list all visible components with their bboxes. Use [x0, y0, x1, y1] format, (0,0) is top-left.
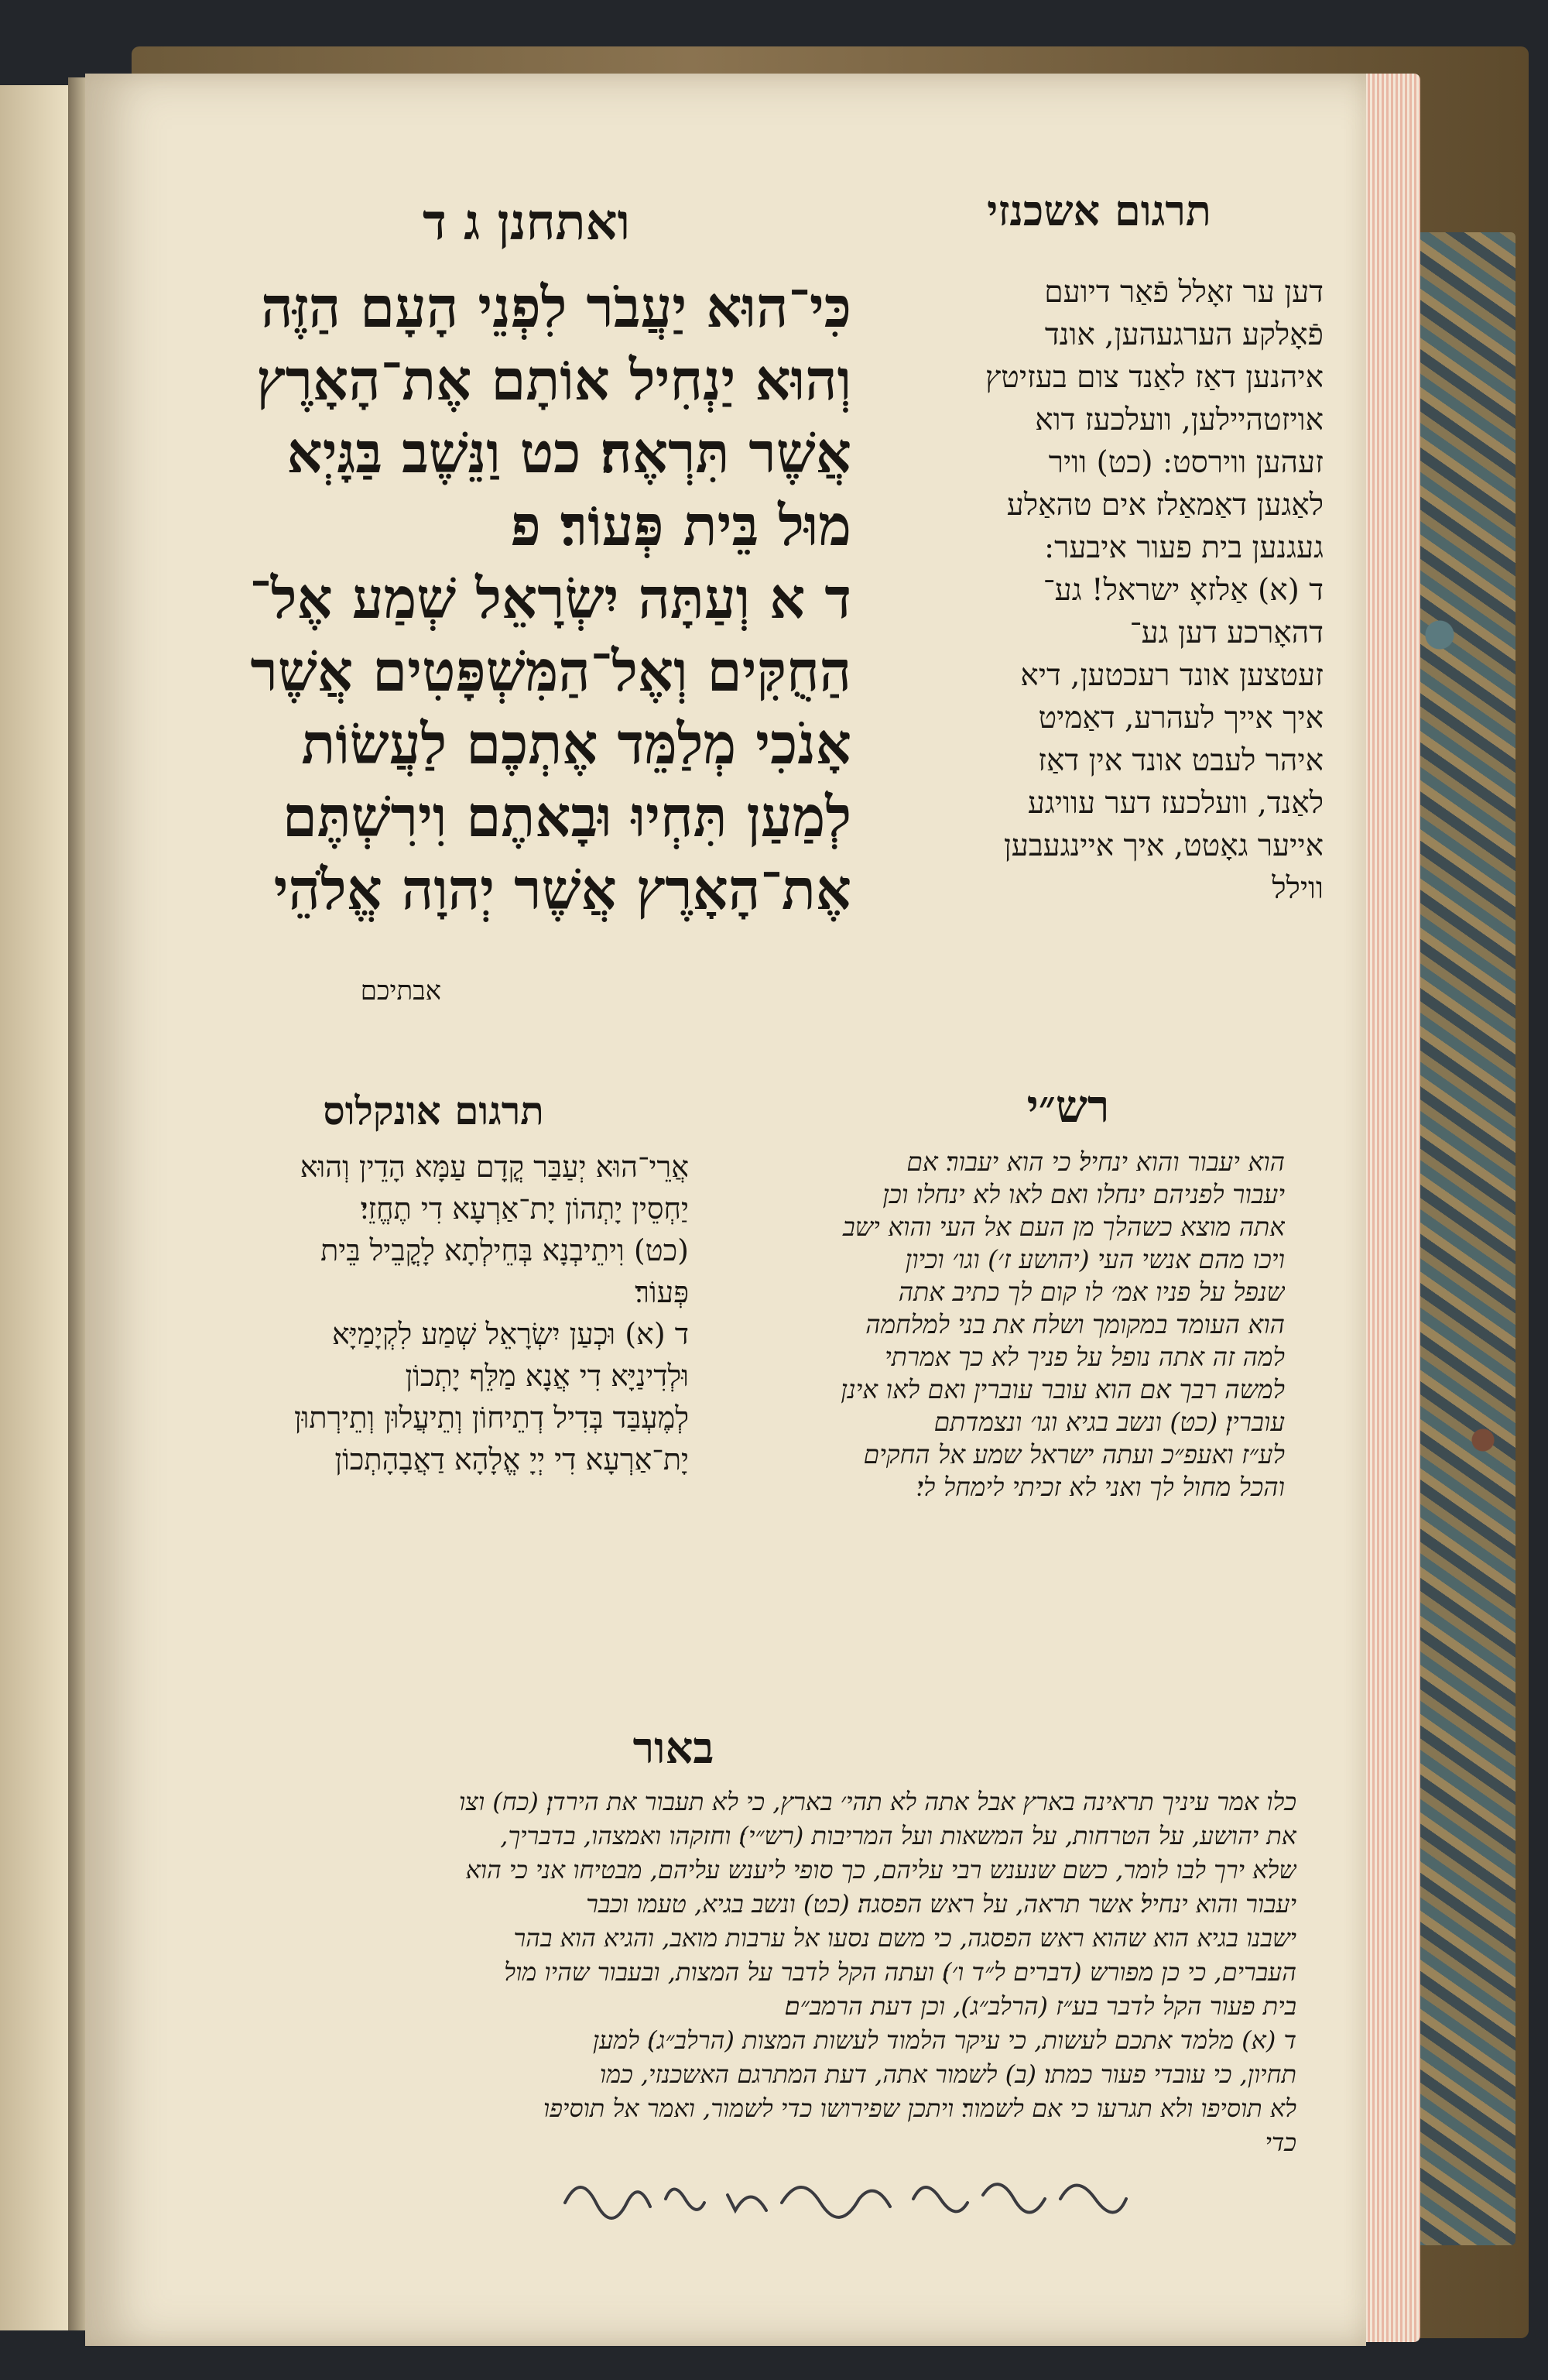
verse-line: וְהוּא יַנְחִיל אוֹתָם אֶת־הָאָרֶץ	[256, 347, 851, 413]
text-line: כלו אמר עיניך תראינה בארץ אבל אתה לא תהי׳ בארץ, כי לא תעבור את הירדן׃ (כח) וצו	[458, 1787, 1296, 1816]
book-page	[85, 74, 1366, 2346]
text-line: ויכו מהם אנשי העי (יהושע ז׳) וגו׳ וכיון	[905, 1244, 1285, 1274]
text-line: זעהען ווירסט: (כט) וויר	[1048, 445, 1324, 480]
text-line: איך אייך לעהרע, דאַמיט	[1038, 701, 1324, 736]
page-edges	[1358, 74, 1420, 2342]
text-line: יָת־אַרְעָא דִי יְיָ אֱלָהָא דַאֲבָהָתְכוֹן	[334, 1442, 689, 1476]
text-line: הוא העומד במקומך ושלח את בני למלחמה	[865, 1309, 1285, 1339]
text-line: ד (א) אַלזאָ ישראל! גע־	[1043, 573, 1324, 608]
onkelos-header: תרגום אונקלוס	[323, 1088, 544, 1133]
targum-ashkenazi-header: תרגום אשכנזי	[987, 186, 1211, 235]
onkelos-text	[132, 1146, 689, 1480]
text-line: למה זה אתה נופל על פניך לא כך אמרתי	[885, 1342, 1285, 1372]
text-line: שלא ירך לבו לומר, כשם שנענש רבי עליהם, כך סופי ליענש עליהם, מבטיחו אני כי הוא	[465, 1855, 1296, 1884]
text-line: אתה מוצא כשהלך מן העם אל העי והוא ישב	[842, 1212, 1285, 1242]
text-line: אויזטהיילען, וועלכעז דוא	[1035, 403, 1324, 437]
text-line: עוברין׃ (כט) ונשב בגיא וגו׳ ונצמדתם	[933, 1407, 1285, 1437]
text-line: לאַגען דאַמאַלז אים טהאַלע	[1006, 488, 1324, 523]
text-line: איהנען דאַז לאַנד צום בעזיטץ	[985, 360, 1324, 395]
verse-line: ד א וְעַתָּה יִשְׂרָאֵל שְׁמַע אֶל־	[249, 565, 851, 631]
text-line: לְמֶעְבַּד בְּדִיל דְתֵיחוֹן וְתֵיעֲלוּן וְתֵירְתוּן	[293, 1401, 689, 1435]
verse-line: אֶת־הָאָרֶץ אֲשֶׁר יְהוָה אֱלֹהֵי	[273, 856, 851, 922]
text-line: ישבנו בגיא הוא שהוא ראש הפסגה, כי משם נסעו אל ערבות מואב, והגיא הוא בהר	[513, 1923, 1296, 1953]
text-line: אייער גאָטט, איך איינגעבען	[1003, 828, 1324, 863]
text-line: (כט) וִיתֵיבְנָא בְּחֵילְתָא לָקֳבֵיל בֵּית	[320, 1233, 689, 1267]
text-line: בית פעור הקל לדבר בע״ז (הרלב״ג), וכן דעת הרמב״ם׃	[784, 1991, 1296, 2021]
text-line: זעטצען אונד רעכטען, דיא	[1020, 658, 1324, 693]
catchword: אבתיכם	[360, 976, 441, 1007]
torah-text-block	[139, 271, 851, 926]
biur-text	[128, 1785, 1296, 2159]
text-line: דען ער זאָלל פֿאַר דיועם	[1044, 275, 1324, 310]
text-line: ד (א) מלמד אתכם לעשות, כי עיקר הלמוד לעשות המצות (הרלב״ג)׃ למען	[592, 2025, 1296, 2055]
text-line: לא תוסיפו ולא תגרעו כי אם לשמור׃ ויתכן שפירושו כדי לשמור, ואמר אל תוסיפו	[543, 2094, 1296, 2123]
text-line: פֿאָלקע הערגעהען, אונד	[1044, 317, 1324, 352]
left-page-edge	[0, 85, 74, 2330]
text-line: שנפל על פניו אמ׳ לו קום לך כתיב אתה	[898, 1277, 1285, 1307]
text-line: יעבור והוא ינחיל׃ אשר תראה, על ראש הפסגה׃ (כט) ונשב בגיא, טעמו וכבר	[586, 1889, 1296, 1919]
biur-header: באור	[632, 1723, 714, 1774]
verse-line: אָנֹכִי מְלַמֵּד אֶתְכֶם לַעֲשׂוֹת	[301, 711, 851, 777]
verse-line: אֲשֶׁר תִּרְאֶה׃ כט וַנֵּשֶׁב בַּגָּיְא	[286, 420, 851, 485]
marbled-cover-edge	[1407, 232, 1515, 2245]
parasha-header: ואתחנן ג ד	[423, 194, 630, 252]
text-line: פְּעוֹר׃	[635, 1275, 689, 1309]
rashi-text	[697, 1146, 1285, 1504]
text-line: ד (א) וּכְעַן יִשְׂרָאֵל שְׁמַע לִקְיָמַיָּא	[331, 1317, 689, 1351]
verse-line: כִּי־הוּא יַעֲבֹר לִפְנֵי הָעָם הַזֶּה	[261, 274, 851, 340]
verse-line: לְמַעַן תִּחְיוּ וּבָאתֶם וִירִשְׁתֶּם	[282, 784, 851, 849]
verse-line: הַחֻקִּים וְאֶל־הַמִּשְׁפָּטִים אֲשֶׁר	[250, 638, 851, 704]
targum-ashkenazi-text	[859, 271, 1324, 910]
text-line: וּלְדִינַיָּא דִי אֲנָא מַלֵּף יָתְכוֹן	[405, 1359, 689, 1393]
handwritten-signature	[550, 2164, 1169, 2226]
text-line: כדי	[1265, 2128, 1296, 2157]
text-line: יַחְסֵין יָתְהוֹן יָת־אַרְעָא דִי תֶחֱזֵי׃	[360, 1192, 689, 1226]
text-line: למשה רבך אם הוא עובר עוברין ואם לאו אינן	[841, 1374, 1285, 1404]
text-line: יעבור לפניהם ינחלו ואם לאו לא ינחלו וכן	[882, 1179, 1285, 1209]
text-line: אֲרֵי־הוּא יְעַבַּר קֳדָם עַמָּא הָדֵין וְהוּא	[300, 1150, 689, 1184]
verse-line: מוּל בֵּית פְּעוֹר׃ פ	[510, 492, 851, 558]
text-line: לע״ז ואעפ״כ ועתה ישראל שמע אל החקים	[863, 1439, 1285, 1469]
rashi-header: רש״י	[1026, 1080, 1110, 1133]
text-line: דהאָרכע דען גע־	[1129, 616, 1324, 650]
text-line: תחיון, כי עובדי פעור כמתו׃ (ב) לשמור אתה, דעת המתרגם האשכנזי, כמו	[599, 2059, 1296, 2089]
text-line: העברים, כי כן מפורש (דברים ל״ד ו׳)׃ ועתה הקל לדבר על המצות, ובעבור שהיו מול	[504, 1957, 1296, 1987]
text-line: לאַנד, וועלכעז דער עוויגע	[1027, 786, 1324, 821]
text-line: והכל מחול לך ואני לא זכיתי לימחל לי׃	[916, 1472, 1285, 1502]
text-line: את יהושע, על הטרחות, על המשאות ועל המריבות (רש״י)׃ וחזקהו ואמצהו, בדבריך,	[500, 1821, 1296, 1850]
text-line: ווילל	[1272, 871, 1324, 906]
text-line: הוא יעבור והוא ינחיל׃ כי הוא יעבור׃ אם	[906, 1147, 1285, 1177]
text-line: איהר לעבט אונד אין דאַז	[1038, 743, 1324, 778]
text-line: געגנען בית פעור איבער:	[1044, 530, 1324, 565]
